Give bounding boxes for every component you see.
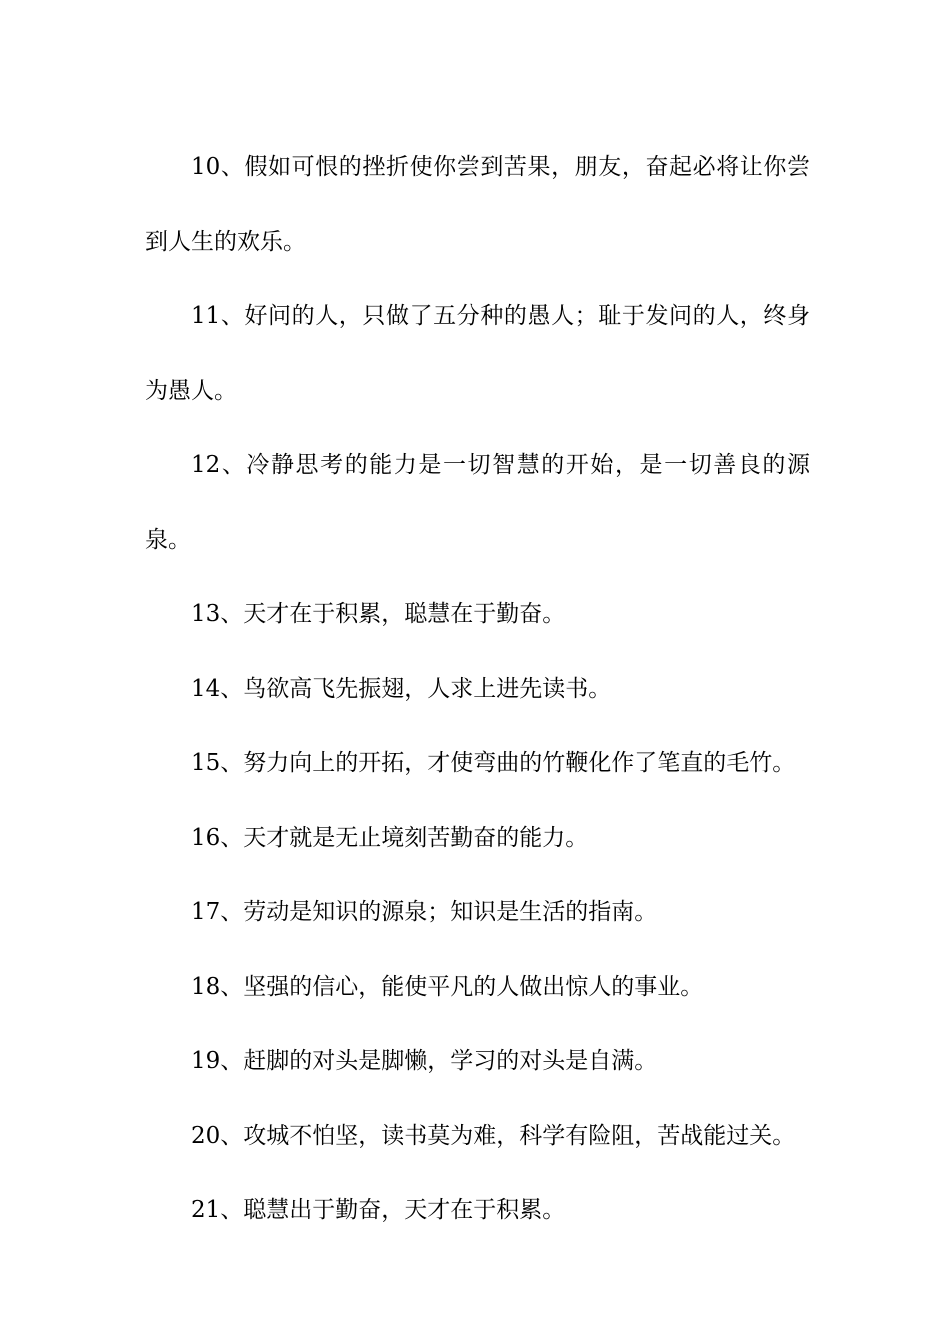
- quote-paragraph-21: 21、聪慧出于勤奋，天才在于积累。: [191, 1197, 566, 1223]
- quote-paragraph-20: 20、攻城不怕坚，读书莫为难，科学有险阻，苦战能过关。: [191, 1122, 796, 1149]
- quote-paragraph-13: 13、天才在于积累，聪慧在于勤奋。: [191, 601, 566, 627]
- quote-paragraph-16: 16、天才就是无止境刻苦勤奋的能力。: [191, 824, 589, 851]
- quote-paragraph-10: 10、假如可恨的挫折使你尝到苦果，朋友，奋起必将让你尝到人生的欢乐。: [145, 154, 810, 255]
- quote-list: [145, 130, 810, 1248]
- quote-paragraph-14: 14、鸟欲高飞先振翅，人求上进先读书。: [191, 675, 612, 702]
- quote-paragraph-12: 12、冷静思考的能力是一切智慧的开始，是一切善良的源泉。: [145, 452, 810, 553]
- quote-paragraph-19: 19、赶脚的对头是脚懒，学习的对头是自满。: [191, 1048, 658, 1074]
- quote-paragraph-17: 17、劳动是知识的源泉；知识是生活的指南。: [191, 899, 658, 925]
- quote-paragraph-11: 11、好问的人，只做了五分种的愚人；耻于发问的人，终身为愚人。: [145, 303, 810, 404]
- quote-paragraph-18: 18、坚强的信心，能使平凡的人做出惊人的事业。: [191, 973, 704, 1000]
- quote-paragraph-15: 15、努力向上的开拓，才使弯曲的竹鞭化作了笔直的毛竹。: [191, 750, 796, 776]
